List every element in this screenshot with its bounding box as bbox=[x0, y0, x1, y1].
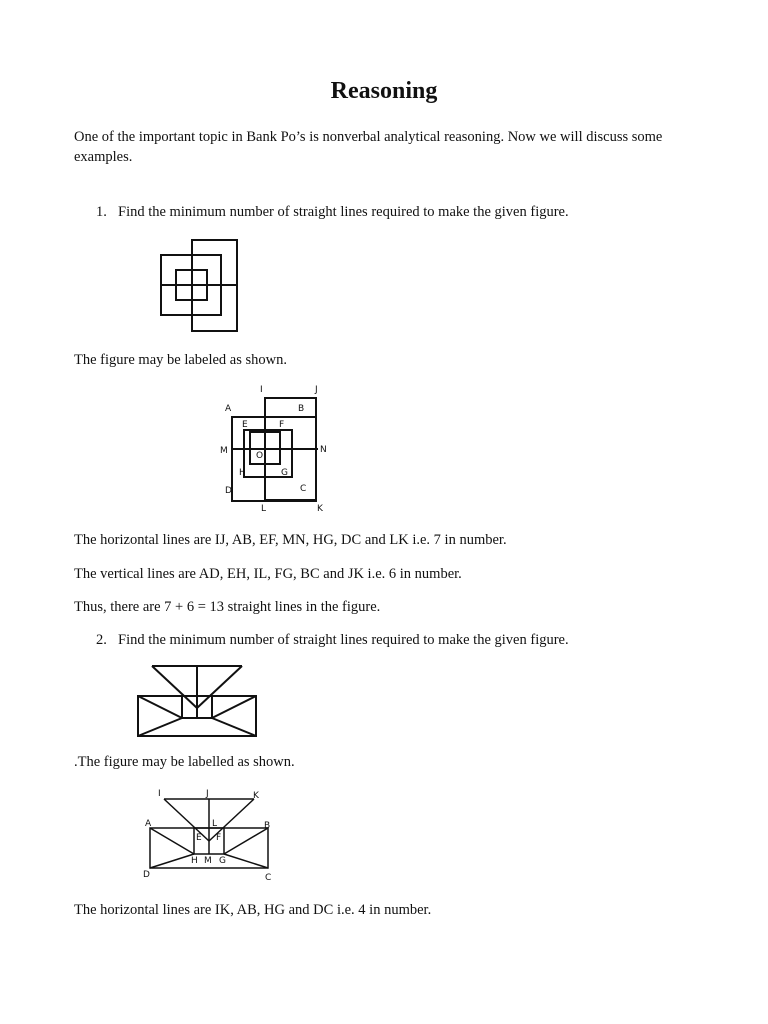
label-d: D bbox=[225, 486, 232, 496]
label-j: J bbox=[315, 385, 318, 395]
lower-right-diagonal bbox=[212, 718, 256, 736]
question-text: Find the minimum number of straight lines required to make the given figure. bbox=[118, 632, 569, 648]
label-m: M bbox=[220, 446, 228, 456]
line-dh bbox=[150, 854, 194, 868]
line-cg bbox=[224, 854, 268, 868]
label-m: M bbox=[204, 856, 212, 866]
label-k: K bbox=[253, 791, 259, 801]
label-c: C bbox=[265, 873, 272, 883]
figure-1-squares bbox=[160, 239, 240, 333]
line-bg bbox=[224, 828, 268, 854]
question-2 bbox=[96, 630, 696, 650]
label-j: J bbox=[206, 789, 209, 799]
label-g: G bbox=[219, 856, 226, 866]
right-diagonal bbox=[197, 666, 242, 708]
figure-2-shape bbox=[136, 664, 258, 738]
label-h: H bbox=[191, 856, 198, 866]
label-e: E bbox=[242, 420, 248, 430]
lower-left-diagonal bbox=[138, 718, 182, 736]
line-i-diagonal bbox=[164, 799, 209, 841]
left-diagonal bbox=[152, 666, 197, 708]
label-e: E bbox=[196, 833, 202, 843]
intro-paragraph: One of the important topic in Bank Po’s is nonverbal analytical reasoning. Now we will discuss some examples. bbox=[74, 129, 663, 165]
figure-1-labeled bbox=[220, 382, 340, 514]
upper-right-diagonal bbox=[212, 696, 256, 718]
label-c: C bbox=[300, 484, 307, 494]
label-o: O bbox=[256, 451, 264, 461]
label-a: A bbox=[145, 819, 152, 829]
label-g: G bbox=[281, 468, 288, 478]
answer-1-vertical: The vertical lines are AD, EH, IL, FG, BC and JK i.e. 6 in number. bbox=[74, 566, 462, 582]
line-ah bbox=[150, 828, 194, 854]
figure-2-caption: .The figure may be labelled as shown. bbox=[74, 754, 295, 770]
label-l: L bbox=[261, 504, 267, 514]
figure-2-labeled bbox=[140, 786, 280, 882]
label-a: A bbox=[225, 404, 232, 414]
question-1 bbox=[96, 202, 696, 222]
label-f: F bbox=[279, 420, 285, 430]
label-f: F bbox=[216, 833, 222, 843]
answer-2-horizontal: The horizontal lines are IK, AB, HG and DC i.e. 4 in number. bbox=[74, 902, 432, 918]
label-b: B bbox=[264, 821, 271, 831]
question-number: 2. bbox=[96, 632, 107, 648]
figure-1-caption: The figure may be labeled as shown. bbox=[74, 352, 287, 368]
label-k: K bbox=[317, 504, 323, 514]
label-d: D bbox=[143, 870, 150, 880]
label-b: B bbox=[298, 404, 305, 414]
label-i: I bbox=[260, 385, 263, 395]
question-text: Find the minimum number of straight lines required to make the given figure. bbox=[118, 204, 569, 220]
label-i: I bbox=[158, 789, 161, 799]
upper-left-diagonal bbox=[138, 696, 182, 718]
page-title: Reasoning bbox=[330, 78, 438, 104]
label-h: H bbox=[239, 468, 246, 478]
answer-1-total: Thus, there are 7 + 6 = 13 straight lines in the figure. bbox=[74, 599, 381, 615]
label-l: L bbox=[212, 819, 218, 829]
label-n: N bbox=[320, 445, 327, 455]
question-number: 1. bbox=[96, 204, 107, 220]
answer-1-horizontal: The horizontal lines are IJ, AB, EF, MN, HG, DC and LK i.e. 7 in number. bbox=[74, 532, 507, 548]
